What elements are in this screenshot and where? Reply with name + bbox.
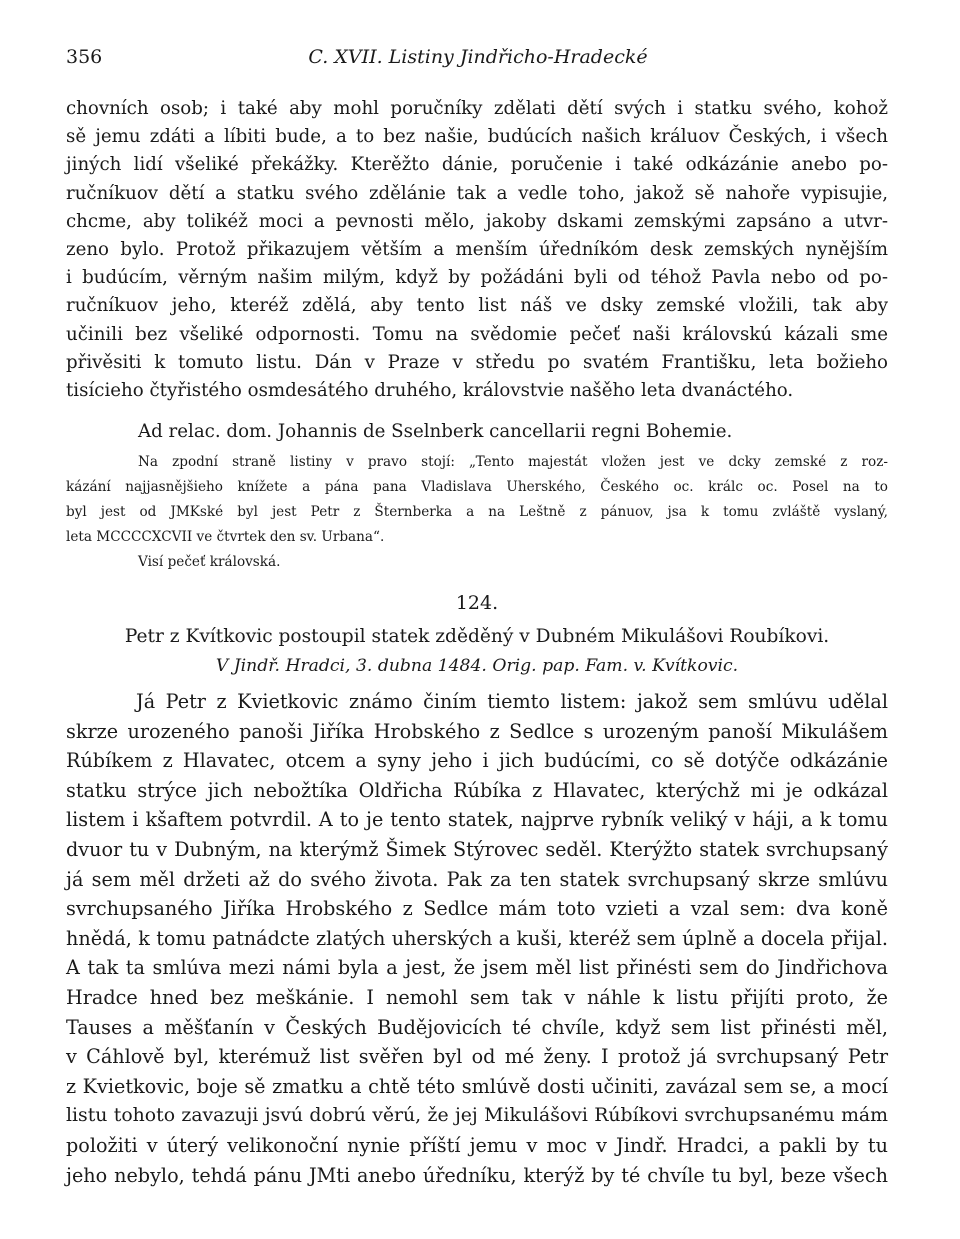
- text-line: skrze urozeného panoši Jiříka Hrobského z Sedlce s urozeným panoší Mikulášem: [66, 719, 888, 743]
- text-line: chovních osob; i také aby mohl poručníky zdělati dětí svých i statku svého, kohož: [66, 98, 888, 119]
- page-header: [66, 46, 890, 76]
- text-line: jeho nebylo, tehdá pánu JMti anebo úředníku, kterýž by té chvíle tu byl, beze všech: [66, 1163, 888, 1187]
- document-title-block: [66, 626, 888, 647]
- text-line: v Cáhlově byl, kterémuž list svěřen byl od mé ženy. I protož já svrchupsaný Petr: [66, 1045, 888, 1069]
- page-number: 356: [66, 46, 103, 68]
- running-title: C. XVII. Listiny Jindřicho-Hradecké: [308, 46, 648, 68]
- relation-block: [66, 418, 888, 446]
- text-line: položiti v úterý velikonoční nynie příští jemu v moc v Jindř. Hradci, a pakli by tu: [66, 1133, 888, 1157]
- text-line: tisícieho čtyřistého osmdesátého druhého, královstvie našěho leta dvanáctého.: [66, 380, 794, 402]
- text-line: A tak ta smlúva mezi námi byla a jest, že jsem měl list přinésti sem do Jindřichova: [66, 956, 888, 980]
- text-line: dvuor tu v Dubným, na kterýmž Šimek Stýrovec seděl. Kterýžto statek svrchupsaný: [66, 837, 888, 861]
- text-line: Já Petr z Kvietkovic známo činím tiemto listem: jakož sem smlúvu udělal: [136, 690, 888, 713]
- text-line: přivěsiti k tomuto listu. Dán v Praze v středu po svatém Františku, leta božieho: [66, 351, 888, 373]
- document-source-block: [66, 656, 888, 676]
- relation-line: Ad relac. dom. Johannis de Sselnberk cancellarii regni Bohemie.: [138, 421, 733, 442]
- text-line: sě jemu zdáti a líbiti bude, a to bez našie, budúcích našich králuov Českých, i všech: [66, 126, 888, 148]
- text-line: ručníkuov jeho, kteréž zdělá, aby tento list náš ve dsky zemské vložili, tak aby: [66, 295, 888, 317]
- note-block: [66, 450, 888, 575]
- text-line: Hradce hned bez meškánie. I nemohl sem tak v náhle k listu přijíti proto, že: [66, 985, 888, 1009]
- continuation-text: [66, 95, 888, 405]
- text-line: Tauses a měšťanín v Českých Budějovicích té chvíle, když sem list přinésti měl,: [66, 1015, 888, 1039]
- note-line: leta MCCCCXCVII ve čtvrtek den sv. Urbana“.: [66, 529, 385, 545]
- text-line: ručníkuov dětí a statku svého zdělánie tak a vedle toho, jakož sě nahoře vypisujie,: [66, 182, 888, 204]
- document-source: V Jindř. Hradci, 3. dubna 1484. Orig. pap. Fam. v. Kvítkovic.: [215, 656, 739, 676]
- text-line: učinili bez všeliké odpornosti. Tomu na svědomie pečeť naši královskú kázali sme: [66, 323, 888, 345]
- note-line: kázání najjasnějšieho knížete a pána pana Vladislava Uherského, Českého oc. králc oc. Posel na to: [66, 479, 888, 495]
- text-line: Rúbíkem z Hlavatec, otcem a syny jeho i jich budúcími, co sě dotýče odkázánie: [66, 749, 888, 773]
- text-line: listem i kšaftem potvrdil. A to je tento statek, najprve rybník veliký v háji, a k tomu: [66, 808, 888, 832]
- document-title: Petr z Kvítkovic postoupil statek zděděný v Dubném Mikulášovi Roubíkovi.: [124, 626, 830, 647]
- document-text: [66, 687, 888, 1190]
- note-line: byl jest od JMKské byl jest Petr z Šternberka a na Leštně z pánuov, jsa k tomu zvláště vyslaný,: [66, 504, 888, 520]
- text-line: svrchupsaného Jiříka Hrobského z Sedlce mám toto vzieti a vzal sem: dva koně: [66, 897, 888, 921]
- text-line: zeno bylo. Protož přikazujem větším a menším úředníkóm desk zemských nynějším: [66, 239, 888, 261]
- document-number: 124.: [455, 592, 499, 614]
- text-line: z Kvietkovic, boje sě zmatku a chtě této smlúvě dosti učiniti, zavázal sem se, a mocí: [66, 1074, 888, 1098]
- text-line: já sem měl držeti až do svého života. Pak za ten statek svrchupsaný skrze smlúvu: [66, 867, 888, 891]
- text-line: chcme, aby tolikéž moci a pevnosti mělo, jakoby dskami zemskými zapsáno a utvr-: [66, 210, 888, 232]
- text-line: listu tohoto zavazuji jsvú dobrú věrú, že jej Mikulášovi Rúbíkovi svrchupsanému mám: [66, 1105, 888, 1127]
- text-line: hnědá, k tomu patnádcte zlatých uherských a kuši, kteréž sem úplně a docela přijal.: [66, 926, 888, 950]
- text-line: jiných lidí všeliké překážky. Kterěžto dánie, poručenie i také odkázánie anebo po-: [66, 154, 888, 176]
- seal-note: Visí pečeť královská.: [138, 554, 281, 570]
- text-line: statku strýce jich nebožtíka Oldřicha Rúbíka z Hlavatec, kterýchž mi je odkázal: [66, 778, 888, 802]
- document-heading: [66, 592, 888, 614]
- note-line: Na zpodní straně listiny v pravo stojí: „Tento majestát vložen jest ve dcky zemské z roz-: [138, 454, 888, 470]
- text-line: i budúcím, věrným našim milým, když by požádáni byli od téhož Pavla nebo od po-: [66, 267, 888, 289]
